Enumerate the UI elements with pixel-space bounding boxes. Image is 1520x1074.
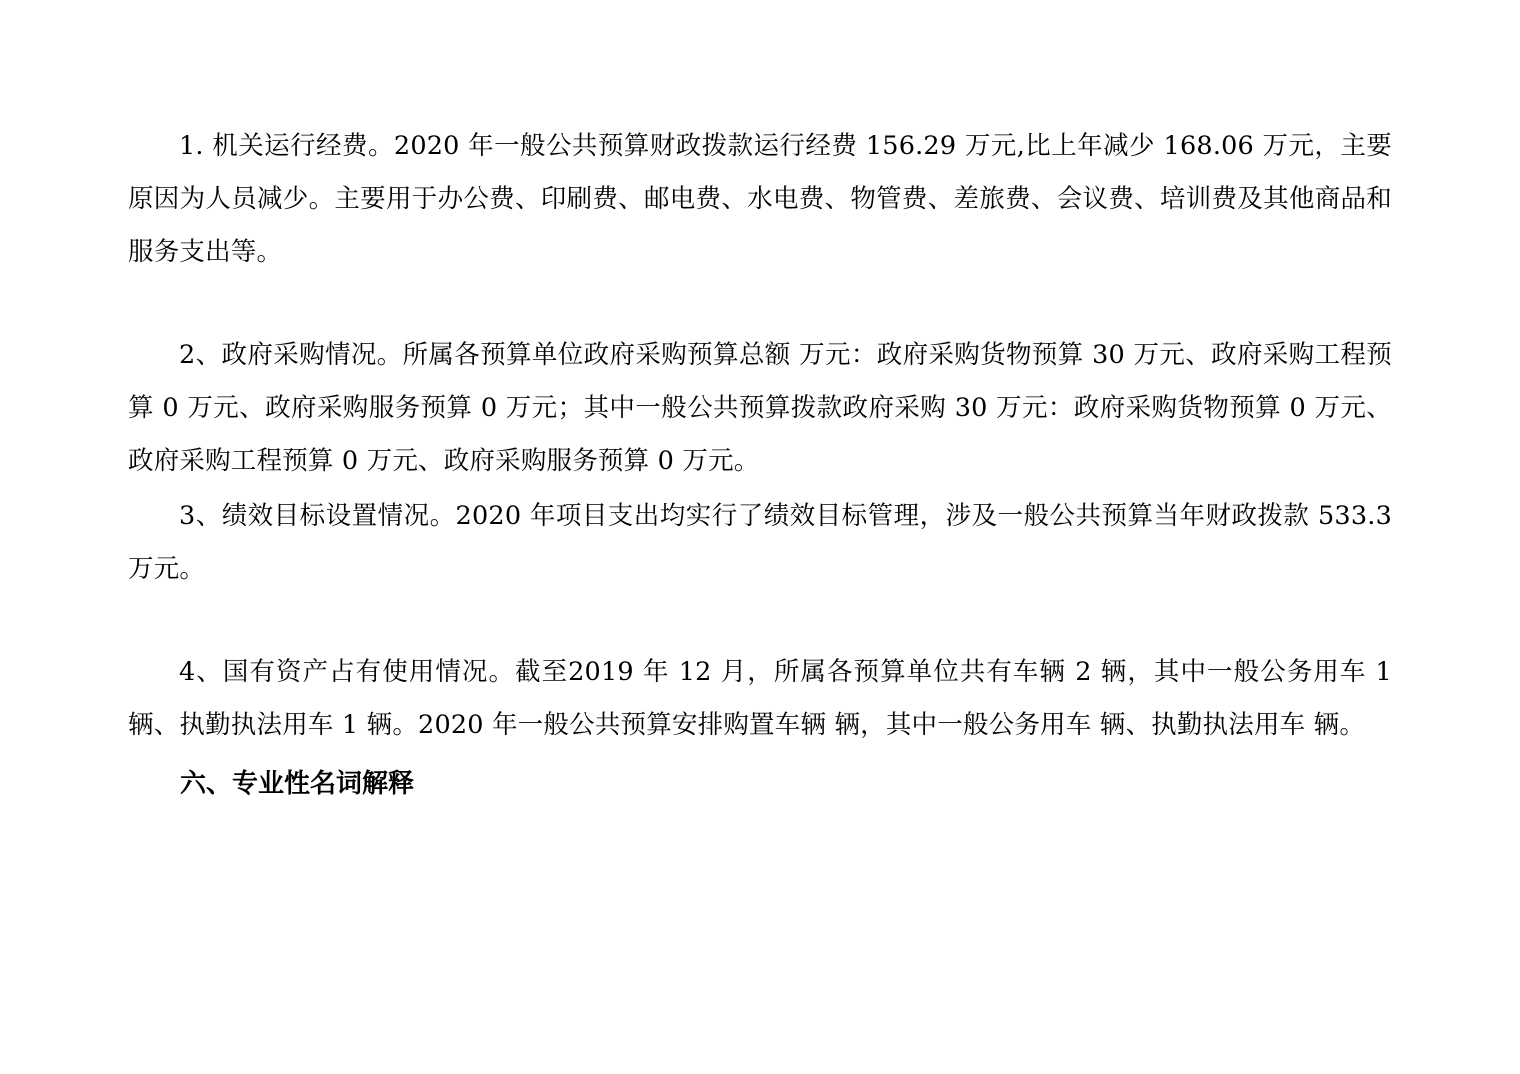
paragraph-state-owned-assets: 4、国有资产占有使用情况。截至2019 年 12 月，所属各预算单位共有车辆 2 辆，其中一般公务用车 1 辆、执勤执法用车 1 辆。2020 年一般公共预算安排购置车辆 辆，其中一般公务用车 辆、执勤执法用车 辆。 bbox=[128, 657, 1392, 740]
paragraph-government-procurement: 2、政府采购情况。所属各预算单位政府采购预算总额 万元：政府采购货物预算 30 万元、政府采购工程预算 0 万元、政府采购服务预算 0 万元；其中一般公共预算拨款政府采购 30 万元：政府采购货物预算 0 万元、政府采购工程预算 0 万元、政府采购服务预算 0 万元。 bbox=[128, 340, 1392, 476]
section-heading-terminology: 六、专业性名词解释 bbox=[180, 769, 415, 799]
paragraph-operating-expenses: 1. 机关运行经费。2020 年一般公共预算财政拨款运行经费 156.29 万元,比上年减少 168.06 万元，主要原因为人员减少。主要用于办公费、印刷费、邮电费、水电费、物管费、差旅费、会议费、培训费及其他商品和服务支出等。 bbox=[128, 131, 1392, 267]
paragraph-performance-targets: 3、绩效目标设置情况。2020 年项目支出均实行了绩效目标管理，涉及一般公共预算当年财政拨款 533.3 万元。 bbox=[128, 501, 1392, 584]
